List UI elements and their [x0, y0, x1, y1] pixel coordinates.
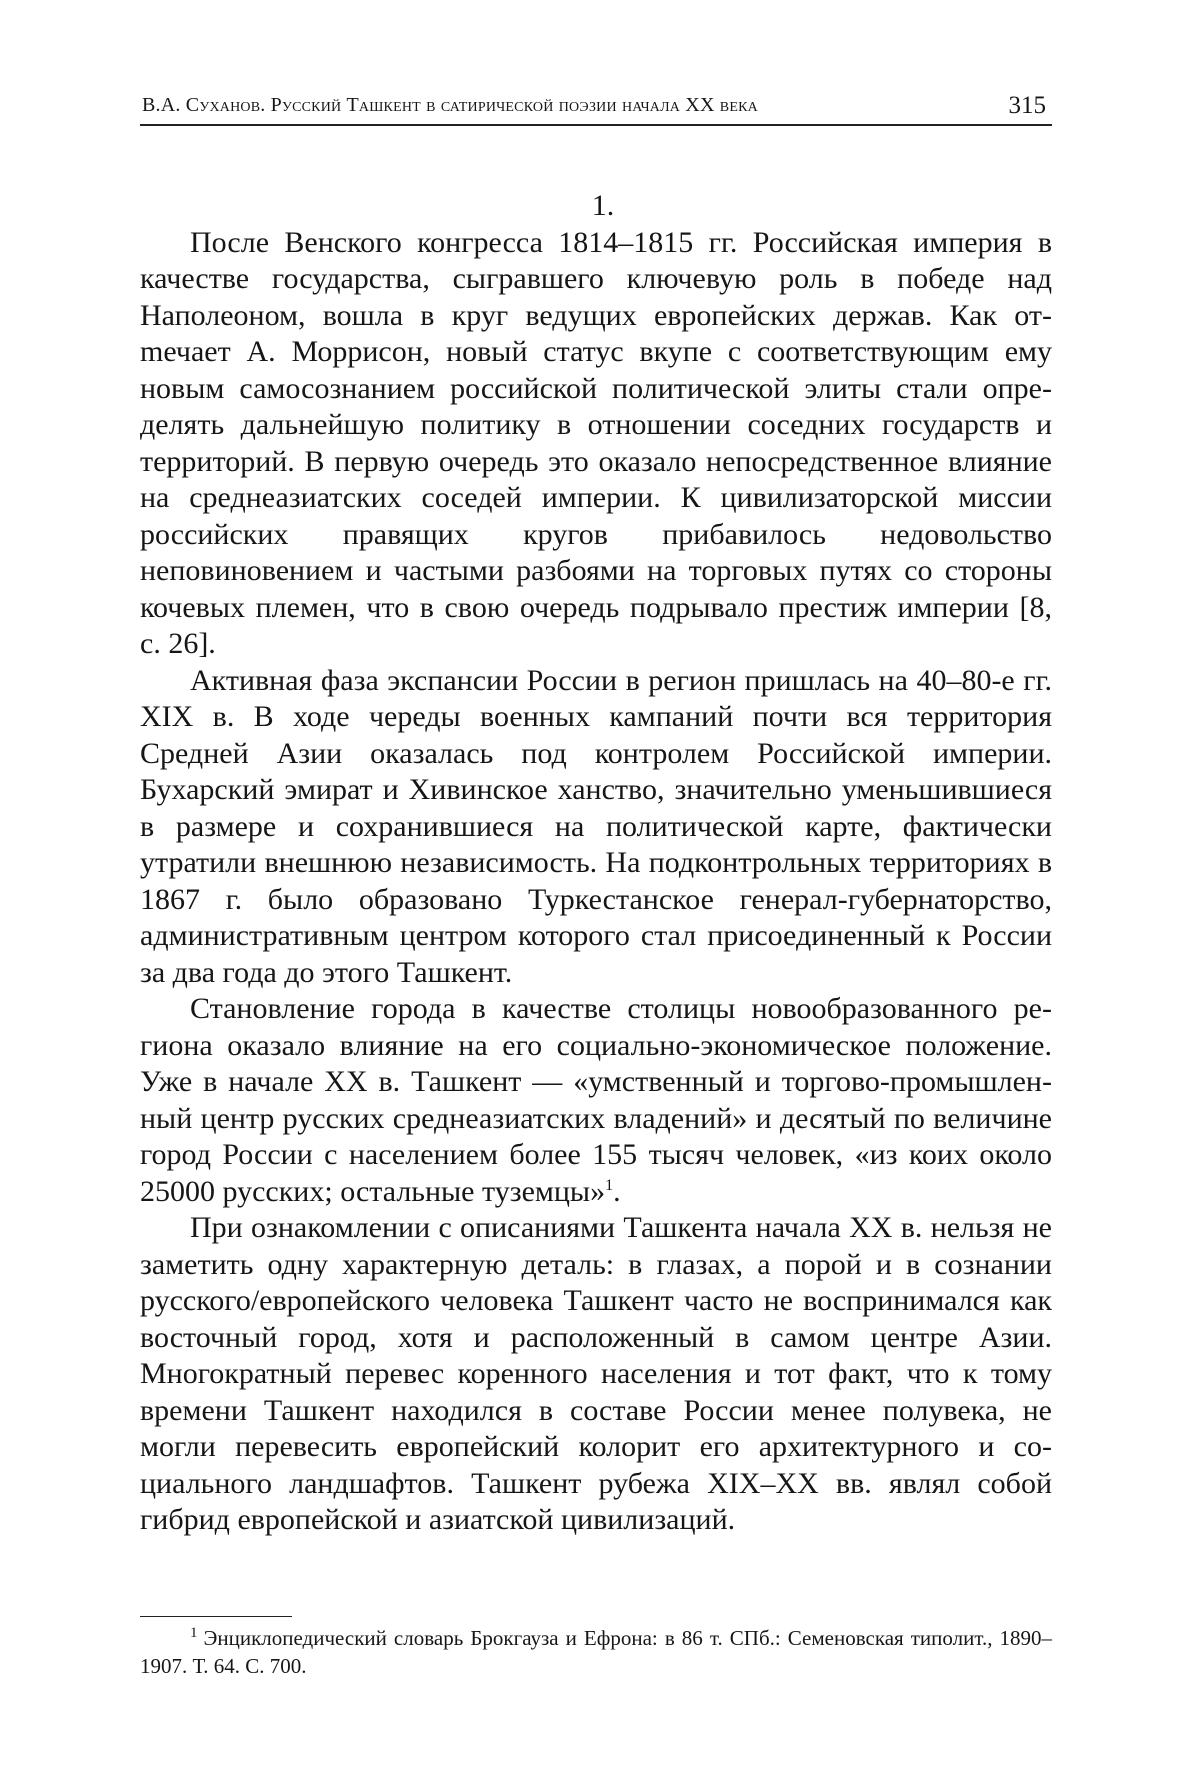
page-number: 315 [1008, 92, 1046, 119]
author-initials: В.А. [142, 94, 181, 116]
body-text [140, 188, 1052, 1539]
running-header [140, 88, 1052, 126]
paragraph-4: При ознакомлении с описаниями Ташкента начала XX в. нельзя не заметить одну характерную деталь: в глазах, а порой и в сознании русского/европейского человека Ташкент часто не воспринимался как восточный город, хотя и расположенный в самом центре Азии. Многократный перевес коренного населения и тот факт, что к тому времени Ташкент находился в составе России менее полувека, не могли перевесить европейский колорит его архитектурного и социального ландшафтов. Ташкент рубежа XIX–XX вв. являл собой гибрид европейской и азиатской цивилизаций. [140, 1211, 1052, 1536]
footnote-text: Энциклопедический словарь Брокгауза и Ефрона: в 86 т. СПб.: Семеновская типолит., 1890–1907. Т. 64. С. 700. [140, 1626, 1052, 1678]
running-title: В.А. Суханов. Русский Ташкент в сатирической поэзии начала XX века [142, 94, 758, 116]
footnote-1 [140, 1624, 1052, 1680]
article-title: Русский Ташкент в сатирической поэзии начала XX века [270, 94, 758, 116]
paragraph-1: После Венского конгресса 1814–1815 гг. Российская империя в качестве государства, сыгравшего ключевую роль в победе над Наполеоном, вошла в круг ведущих европейских держав. Как отmечает А. Моррисон, новый статус вкупе с соответствующим ему новым самосознанием российской политической элиты стали определять дальнейшую политику в отношении соседних государств и территорий. В первую очередь это оказало непосредственное влияние на среднеазиатских соседей империи. К цивилизаторской миссии российских правящих кругов прибавилось недовольство неповиновением и частыми разбоями на торговых путях со стороны кочевых племен, что в свою очередь подрывало престиж империи [8, с. 26]. [140, 225, 1052, 660]
paragraph-2: Активная фаза экспансии России в регион пришлась на 40–80-е гг. XIX в. В ходе череды военных кампаний почти вся территория Средней Азии оказалась под контролем Российской империи. Бухарский эмират и Хивинское ханство, значительно уменьшившиеся в размере и сохранившиеся на политической карте, фактически утратили внешнюю независимость. На подконтрольных территориях в 1867 г. было образовано Туркестанское генерал-губернаторство, административным центром которого стал присоединенный к России за два года до этого Ташкент. [140, 663, 1052, 989]
section-number: 1. [591, 189, 615, 222]
author-surname: Суханов [185, 94, 261, 116]
footnote-ref-1[interactable]: 1 [605, 1176, 614, 1194]
footnote-divider [140, 1616, 292, 1617]
paragraph-3 [140, 991, 1052, 1210]
paragraph-3-end: . [613, 1174, 621, 1208]
footnote-marker: 1 [190, 1625, 198, 1641]
paragraph-3-text: Становление города в качестве столицы новообразованного региона оказало влияние на его социально-экономическое положение. Уже в начале XX в. Ташкент — «умственный и торгово-промышленный центр русских среднеазиатских владений» и десятый по величине город России с населением более 155 тысяч человек, «из коих около 25000 русских; остальные туземцы» [140, 992, 1052, 1208]
